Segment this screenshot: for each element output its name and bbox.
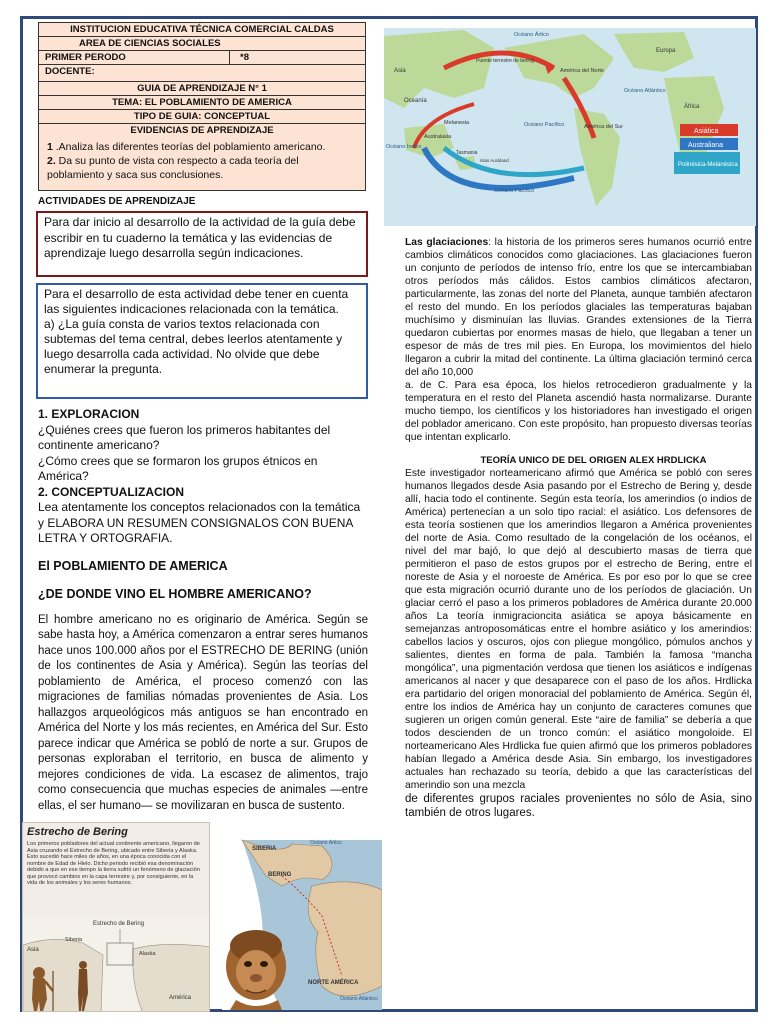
label-oceania: Oceanía <box>404 98 427 104</box>
label-islas-auckland: Islas Auckland <box>480 158 509 163</box>
migration-world-map <box>384 28 756 226</box>
right-column <box>405 236 752 820</box>
hrdlicka-theory-text: Este investigador norteamericano afirmó que América se pobló con seres humanos llegados desde Asia pasando por el Estrecho de Bering y, desde allí, hacia todo el continente. Según esta teoría, los amerindios (o indios de América) pertenecían a un solo tipo racial: el asiático. Los defensores de esta teoría sostienen que los amerindios llegaron a América provenientes del norte de Asia. Como resultado de la congelación de los océanos, el nivel del mar bajó, lo que dejó al descubierto masas de tierra que permitieron el paso de estos grupos por el estrecho de Bering, entre el noreste de Asia y el noroeste de América. Es por eso por lo que se cree que esta migración ocurrió durante uno de los períodos de glaciación. Un glaciar cerró el paso a los primeros pobladores de América durante 20.000 años La teoría inmigracioncita asiática se apoya básicamente en semejanzas antroposomáticas entre el hombre asiático y los amerindios: cabellos lacios y oscuros, ojos con pliegue mongólico, pómulos anchos y salientes, dientes en forma de pala. También la famosa “mancha mongólica”, una pigmentación verdosa que tienen los asiáticos e indígenas americanos al nacer y que desaparece con el paso de los años. Hrdlicka era partidario del origen monoracial del poblamiento de América. Según él, entre los indios de América hay un conjunto de caracteres comunes que sugieren un origen común general. Este “aire de familia” se debería a que todos descienden de un tronco común: el asiático mongoloide. El norteamericano Ales Hrdlicka fue quien afirmó que los primeros pobladores habían llegado a América desde Asia. Sin embargo, los investigadores actuales han rechazado su teoría, debido a que las características del amerindio son una mezcla <box>405 468 752 791</box>
glaciations-paragraph-2: a. de C. Para esa época, los hielos retrocedieron gradualmente y la temperatura en el resto del Planeta ascendió hasta normalizarse. Durante mucho tiempo, los científicos y los historiadores han investigado el origen del poblador americano. Con este propósito, han propuesto diversas teorías que intentan explicarlo. <box>405 380 752 443</box>
period-label: PRIMER PERODO <box>45 52 126 63</box>
bering-card-text: Los primeros pobladores del actual continente americano, llegaron de Asia cruzando el Estrecho de Bering, ubicado entre Siberia y Alaska. Esto sucedió hace miles de años, en una época conocida con el nombre de Edad de Hielo. Dicho periodo recibió esa denominación debido a que en ese tiempo la tierra sufrió un fenómeno de glaciación que provocó cambios en la capa terrestre y, por consiguiente, en la vida de los animales y los seres humanos. <box>27 841 200 886</box>
label-alaska: Alaska <box>139 951 156 957</box>
label-oceano-indico: Océano Índico <box>386 144 422 150</box>
label-oceano-artico: Océano Ártico <box>514 32 549 38</box>
glaciations-text: : la historia de los primeros seres humanos ocurrió entre cambios climáticos conocidos como glaciaciones. Las glaciaciones fueron un conjunto de períodos de intenso frío, entre los que se intercambiaban otros períodos más cálidos. Estos cambios climáticos afectaron, particularmente, las zonas del norte del Planeta, aunque también afectaron el resto del mundo. En los períodos glaciales las temperaturas bajaban muchísimo y disminuían las lluvias. Grandes extensiones de la Tierra quedaron cubiertas por enormes masas de hielo, que llegaban a tener un espesor de más de tres mil pies. En Europa, los movimientos del hielo llegaron a cubrir la mitad del continente. La última glaciación terminó cerca del año 10,000 <box>405 237 753 378</box>
label-norteamerica-map: NORTE AMÉRICA <box>308 980 359 986</box>
exploration-title: 1. EXPLORACION <box>38 407 140 421</box>
label-america-norte: América del Norte <box>560 68 605 74</box>
activities-title: ACTIVIDADES DE APRENDIZAJE <box>38 196 196 207</box>
glaciations-paragraph <box>405 236 752 379</box>
label-siberia-map: SIBERIA <box>252 846 277 852</box>
migration-legend <box>674 124 740 174</box>
evidence-2: Da su punto de vista con respecto a cada teoría del poblamiento y saca sus conclusiones. <box>47 155 299 181</box>
intro-box: Para dar inicio al desarrollo de la actividad de la guía debe escribir en tu cuaderno la temática y las evidencias de aprendizaje luego desarrolla según indicaciones. <box>36 211 368 277</box>
label-asia: Asia <box>27 947 39 953</box>
label-america-sur: América del Sur <box>584 124 624 130</box>
instructions-text-1: Para el desarrollo de esta actividad debe tener en cuenta las siguientes indicaciones relacionada con la temática. <box>44 287 349 316</box>
legend-australiana: Australiana <box>688 142 724 149</box>
glaciations-label: Las glaciaciones <box>405 237 489 248</box>
label-tasmania: Tasmania <box>456 150 478 156</box>
label-asia-map: Asia <box>394 68 406 74</box>
hrdlicka-theory-tail: de diferentes grupos raciales provenientes no sólo de Asia, sino también de otros lugares. <box>405 793 752 819</box>
donde-title: ¿DE DONDE VINO EL HOMBRE AMERICANO? <box>38 586 312 601</box>
label-oceano-atlantico: Océano Atlántico <box>624 88 666 94</box>
grade-value: *8 <box>229 51 255 65</box>
bering-map-graphic <box>23 915 210 1012</box>
conceptualization-title: 2. CONCEPTUALIZACION <box>38 484 185 499</box>
instructions-box <box>36 283 368 399</box>
teacher-label: DOCENTE: <box>39 65 365 82</box>
early-human-map-illustration <box>222 836 382 1010</box>
exploration-question-1: ¿Quiénes crees que fueron los primeros habitantes del continente americano? <box>38 422 331 452</box>
left-column <box>38 196 368 814</box>
hrdlicka-theory-title: TEORÍA UNICO DE DEL ORIGEN ALEX HRDLICKA <box>480 455 707 466</box>
label-oceano-artico-map: Océano Ártico <box>310 840 342 846</box>
bering-strait-illustration <box>22 822 210 1012</box>
guide-header-table <box>38 22 366 191</box>
label-melanesia: Melanesia <box>444 120 470 126</box>
exploration-section <box>38 407 368 547</box>
label-oceano-pacifico-south: Océano Pacífico <box>494 188 535 194</box>
label-bering-map: BERING <box>268 872 292 878</box>
guide-number: GUIA DE APRENDIZAJE N° 1 <box>39 82 365 96</box>
legend-polinesica: Polinésica-Melanésica <box>678 162 738 168</box>
label-america: América <box>169 995 192 1001</box>
label-africa: África <box>684 104 700 110</box>
period-row <box>39 51 365 65</box>
exploration-question-2: ¿Cómo crees que se formaron los grupos étnicos en América? <box>38 453 318 483</box>
poblamiento-title: El POBLAMIENTO DE AMERICA <box>38 558 228 573</box>
label-puente-bering: Puente terrestre de bering <box>476 58 535 64</box>
label-europa: Europa <box>656 48 676 54</box>
bering-card-title: Estrecho de Bering <box>27 826 128 838</box>
area-name: AREA DE CIENCIAS SOCIALES <box>39 37 365 51</box>
guide-type: TIPO DE GUIA: CONCEPTUAL <box>39 110 365 124</box>
legend-asiatica: Asiática <box>694 128 719 135</box>
evidence-list: 1 .Analiza las diferentes teorías del poblamiento americano. 2. Da su punto de vista con respecto a cada teoría del poblamiento y saca sus conclusiones. <box>47 141 326 181</box>
label-bering-strait: Estrecho de Bering <box>93 921 145 927</box>
instructions-text-2: a) ¿La guía consta de varios textos relacionada con subtemas del tema central, debes leerlos atentamente y luego desarrolla cada actividad. No olvide que debe enumerar la pregunta. <box>44 317 343 376</box>
label-oceano-pacifico: Océano Pacífico <box>524 122 565 128</box>
guide-theme: TEMA: EL POBLAMIENTO DE AMERICA <box>39 96 365 110</box>
label-siberia: Siberia <box>65 937 83 943</box>
label-oceano-atlantico-map: Océano Atlántico <box>340 996 378 1002</box>
label-australasia: Australasia <box>424 134 452 140</box>
institution-name: INSTITUCION EDUCATIVA TÉCNICA COMERCIAL CALDAS <box>39 23 365 37</box>
conceptualization-text: Lea atentamente los conceptos relacionados con la temática y ELABORA UN RESUMEN CONSIGNALOS CON BUENA LETRA Y ORTOGRAFIA. <box>38 500 361 545</box>
main-paragraph: El hombre americano no es originario de América. Según se sabe hasta hoy, a América comenzaron a entrar seres humanos hace unos 100.000 años por el ESTRECHO DE BERING (unión de los continentes de Asia y América). Según las teorías del poblamiento de América, el proceso comenzó con las migraciones de familias nómadas provenientes de Asia. Los hallazgos arqueológicos más antiguos se han encontrado en América del Norte y los más recientes, en América del Sur. Esto parece indicar que América se pobló de norte a sur. Grupos de personas exploraban el territorio, en busca de alimento y mejores condiciones de vida. La escasez de alimentos, trajo como consecuencia que muchas especies de animales —entre ellas, el ser humano— se movilizaran en busca de sustento. <box>38 613 368 812</box>
evidence-1: .Analiza las diferentes teorías del poblamiento americano. <box>52 141 326 153</box>
evidence-title: EVIDENCIAS DE APRENDIZAJE <box>130 125 274 136</box>
